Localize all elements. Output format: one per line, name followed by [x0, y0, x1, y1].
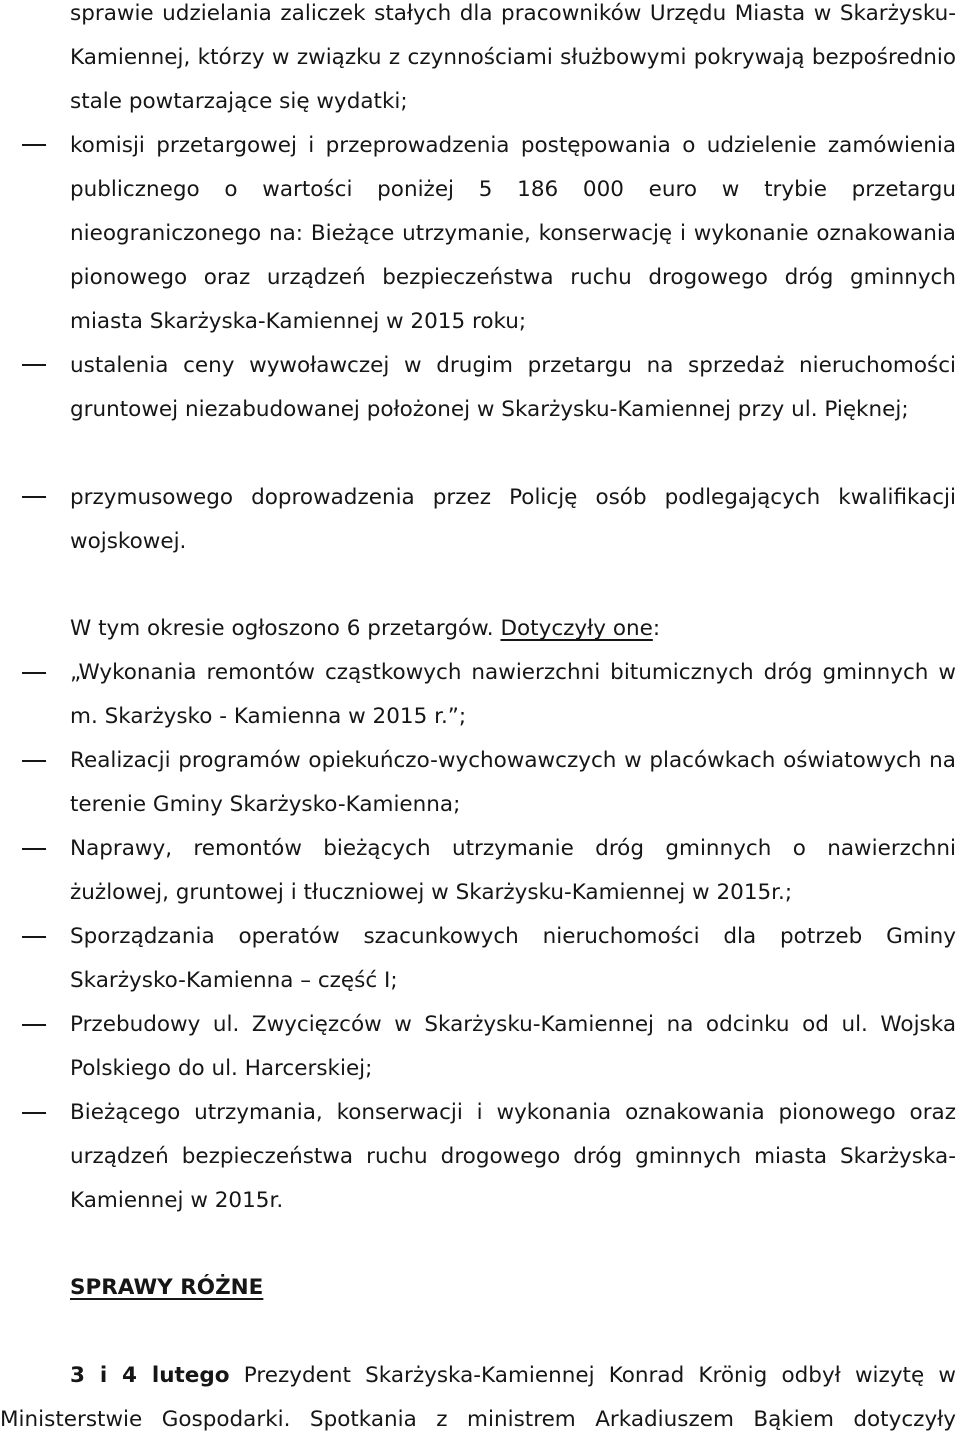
dash-bullet: [22, 364, 46, 366]
tender-item: Realizacji programów opiekuńczo-wychowawczych w placówkach oświatowych na terenie Gminy Skarżysko-Kamienna;: [70, 748, 956, 817]
section-heading: SPRAWY RÓŻNE: [70, 1275, 264, 1300]
paragraph-text: Prezydent Skarżyska-Kamiennej Konrad Krönig odbył wizytę w: [229, 1363, 956, 1388]
section-paragraph: [0, 1354, 956, 1442]
tender-item: Przebudowy ul. Zwycięzców w Skarżysku-Kamiennej na odcinku od ul. Wojska Polskiego do ul. Harcerskiej;: [70, 1012, 956, 1081]
dash-bullet: [22, 848, 46, 850]
dash-bullet: [22, 672, 46, 674]
intro-colon: :: [652, 616, 661, 641]
list-item: ustalenia ceny wywoławczej w drugim przetargu na sprzedaż nieruchomości gruntowej niezabudowanej położonej w Skarżysku-Kamiennej przy ul. Pięknej;: [70, 353, 956, 422]
visit-date: 3 i 4 lutego: [70, 1363, 230, 1388]
dash-bullet: [22, 936, 46, 938]
tender-item: „Wykonania remontów cząstkowych nawierzchni bitumicznych dróg gminnych w m. Skarżysko - Kamienna w 2015 r.”;: [70, 660, 956, 729]
list-item: przymusowego doprowadzenia przez Policję osób podlegających kwalifikacji wojskowej.: [70, 485, 956, 554]
dash-bullet: [22, 1112, 46, 1114]
tender-item: Bieżącego utrzymania, konserwacji i wykonania oznakowania pionowego oraz urządzeń bezpieczeństwa ruchu drogowego dróg gminnych miasta Skarżyska-Kamiennej w 2015r.: [70, 1100, 956, 1213]
paragraph-line-1: [0, 1354, 956, 1398]
list-item-continuation: sprawie udzielania zaliczek stałych dla pracowników Urzędu Miasta w Skarżysku-Kamiennej, którzy w związku z czynnościami służbowymi pokrywają bezpośrednio stale powtarzające się wydatki;: [70, 1, 956, 114]
paragraph-line-2: Ministerstwie Gospodarki. Spotkania z ministrem Arkadiuszem Bąkiem dotyczyły: [0, 1407, 956, 1432]
dash-bullet: [22, 496, 46, 498]
tender-item: Sporządzania operatów szacunkowych nieruchomości dla potrzeb Gminy Skarżysko-Kamienna – część I;: [70, 924, 956, 993]
intro-text: W tym okresie ogłoszono 6 przetargów.: [70, 616, 501, 641]
tenders-intro: [70, 607, 956, 651]
dash-bullet: [22, 144, 46, 146]
tender-item: Naprawy, remontów bieżących utrzymanie dróg gminnych o nawierzchni żużlowej, gruntowej i tłuczniowej w Skarżysku-Kamiennej w 2015r.;: [70, 836, 956, 905]
intro-underlined-text: Dotyczyły one: [500, 616, 653, 641]
list-item: komisji przetargowej i przeprowadzenia postępowania o udzielenie zamówienia publicznego o wartości poniżej 5 186 000 euro w trybie przetargu nieograniczonego na: Bieżące utrzymanie, konserwację i wykonanie oznakowania pionowego oraz urządzeń bezpieczeństwa ruchu drogowego dróg gminnych miasta Skarżyska-Kamiennej w 2015 roku;: [70, 133, 956, 334]
dash-bullet: [22, 1024, 46, 1026]
dash-bullet: [22, 760, 46, 762]
